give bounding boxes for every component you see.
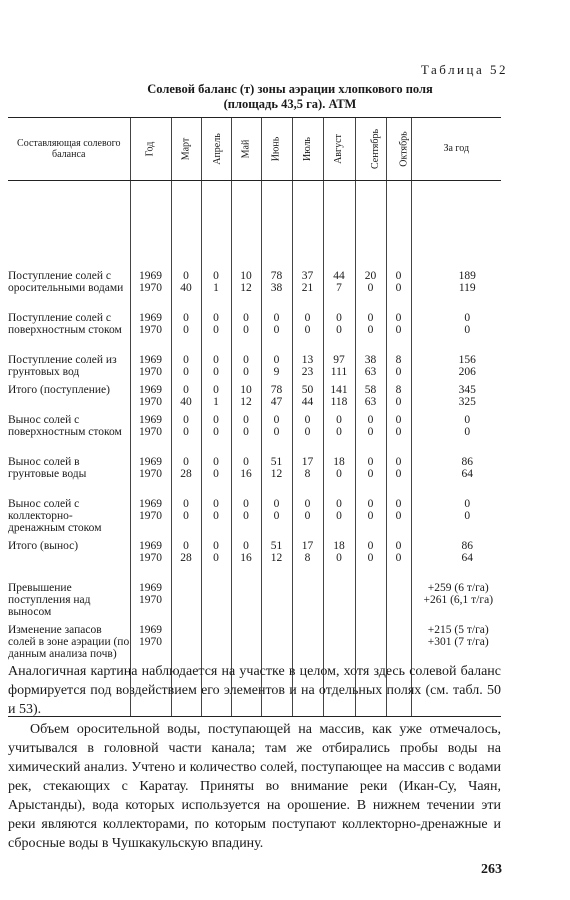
month-value: 0 <box>336 426 342 438</box>
month-value: 0 <box>273 498 280 510</box>
paragraph-1: Аналогичная картина наблюдается на участке в целом, хотя здесь солевой баланс формируется под воздействием его элементов и на отдельных полях (см. табл. 50 и 53). <box>8 664 501 717</box>
year-value: 1970 <box>139 366 162 378</box>
month-value: 0 <box>304 324 311 336</box>
component-label: Вынос солей с поверхностным стоком <box>8 414 122 438</box>
annual-total-value: +259 (6 т/га) <box>427 582 489 594</box>
caption-line-2: (площадь 43,5 га). АТМ <box>223 97 357 111</box>
month-value: 0 <box>183 312 189 324</box>
annual-total-value: 345 <box>458 384 476 396</box>
month-value: 0 <box>395 324 402 336</box>
month-cell <box>231 270 261 312</box>
table-row <box>8 498 501 540</box>
month-value: 0 <box>243 540 249 552</box>
month-cell <box>355 312 386 354</box>
month-value: 0 <box>304 510 311 522</box>
annual-total-cell <box>411 540 501 582</box>
month-value: 40 <box>180 396 192 408</box>
month-value: 0 <box>183 384 189 396</box>
annual-total-value: 0 <box>464 426 471 438</box>
month-value: 37 <box>301 270 314 282</box>
annual-total-value: 189 <box>458 270 476 282</box>
month-value: 63 <box>364 396 377 408</box>
year-value: 1970 <box>139 552 162 564</box>
header-month-october: Октябрь <box>386 118 411 181</box>
month-cell <box>292 498 323 540</box>
month-value: 0 <box>183 498 189 510</box>
month-value: 0 <box>213 354 219 366</box>
month-value: 0 <box>213 366 219 378</box>
month-cell <box>231 582 261 624</box>
month-value: 97 <box>333 354 345 366</box>
table-row <box>8 354 501 384</box>
month-cell <box>201 540 231 582</box>
month-cell <box>201 270 231 312</box>
month-value: 8 <box>304 468 311 480</box>
month-cell <box>231 498 261 540</box>
component-label: Поступление солей из грунтовых вод <box>8 354 117 378</box>
month-value: 1 <box>213 282 219 294</box>
month-value: 0 <box>395 540 402 552</box>
month-value: 0 <box>367 282 374 294</box>
month-cell <box>386 312 411 354</box>
month-cell <box>292 270 323 312</box>
month-value: 0 <box>213 270 219 282</box>
month-value: 0 <box>213 552 219 564</box>
annual-total-value: 64 <box>461 552 473 564</box>
month-value: 0 <box>367 312 374 324</box>
annual-total-value: 156 <box>458 354 476 366</box>
month-value: 0 <box>273 426 280 438</box>
header-month-september: Сентябрь <box>355 118 386 181</box>
month-value: 44 <box>301 396 314 408</box>
year-cell <box>130 270 171 312</box>
month-cell <box>201 384 231 414</box>
annual-total-cell <box>411 456 501 498</box>
component-label: Изменение запасов солей в зоне аэрации (по данным анализа почв) <box>8 624 130 717</box>
annual-total-cell <box>411 498 501 540</box>
month-cell <box>323 540 355 582</box>
header-month-april: Апрель <box>201 118 231 181</box>
year-cell <box>130 414 171 456</box>
month-value: 0 <box>367 414 374 426</box>
year-value: 1969 <box>139 624 162 636</box>
month-cell <box>386 540 411 582</box>
month-value: 0 <box>213 468 219 480</box>
month-value: 0 <box>183 324 189 336</box>
year-value: 1970 <box>139 282 162 294</box>
month-value: 0 <box>183 414 189 426</box>
month-value: 0 <box>336 414 342 426</box>
year-value: 1970 <box>139 594 162 606</box>
month-value: 0 <box>336 552 342 564</box>
month-cell <box>323 354 355 384</box>
month-value: 38 <box>270 282 283 294</box>
month-value: 0 <box>395 366 402 378</box>
month-value: 0 <box>336 324 342 336</box>
month-value: 141 <box>330 384 348 396</box>
month-cell <box>355 414 386 456</box>
year-value: 1969 <box>139 540 162 552</box>
table-row <box>8 582 501 624</box>
month-value: 0 <box>395 498 402 510</box>
year-value: 1970 <box>139 426 162 438</box>
month-cell <box>231 384 261 414</box>
month-value: 118 <box>330 396 348 408</box>
month-value: 0 <box>395 396 402 408</box>
month-value: 38 <box>364 354 377 366</box>
header-total: За год <box>411 118 501 181</box>
month-cell <box>171 270 201 312</box>
annual-total-value: 0 <box>464 498 471 510</box>
month-value: 40 <box>180 282 192 294</box>
month-cell <box>171 414 201 456</box>
month-value: 0 <box>273 510 280 522</box>
month-cell <box>171 354 201 384</box>
month-cell <box>261 456 292 498</box>
month-value: 0 <box>213 498 219 510</box>
month-cell <box>323 498 355 540</box>
month-value: 0 <box>243 414 249 426</box>
month-value: 0 <box>183 456 189 468</box>
month-value: 0 <box>243 312 249 324</box>
month-value: 0 <box>395 552 402 564</box>
annual-total-cell <box>411 414 501 456</box>
header-month-august: Август <box>323 118 355 181</box>
year-value: 1970 <box>139 468 162 480</box>
month-value: 17 <box>301 456 314 468</box>
month-value: 0 <box>273 414 280 426</box>
month-value: 0 <box>213 312 219 324</box>
month-value: 0 <box>183 510 189 522</box>
year-cell <box>130 582 171 624</box>
month-value: 0 <box>273 354 280 366</box>
annual-total-value: 206 <box>458 366 476 378</box>
year-value: 1970 <box>139 636 162 648</box>
month-cell <box>261 582 292 624</box>
month-cell <box>261 384 292 414</box>
paragraph-2: Объем оросительной воды, поступающей на массив, как уже отмечалось, учитывался в головной части канала; там же отбирались пробы воды на химический анализ. Учтено и количество солей, поступающее на массив с водами рек, стекающих с Каратау. Приняты во внимание реки (Икан-Су, Чаян, Арыстанды), вода которых используется на орошение. В нижнем течении эти реки являются коллекторами, по которым поступают коллекторно-дренажные и сбросные воды в Чушкакульскую впадину. <box>8 722 501 851</box>
year-value: 1969 <box>139 582 162 594</box>
month-value: 1 <box>213 396 219 408</box>
month-value: 111 <box>330 366 348 378</box>
month-value: 12 <box>270 468 283 480</box>
month-cell <box>292 582 323 624</box>
month-value: 0 <box>367 426 374 438</box>
month-value: 18 <box>333 456 345 468</box>
month-cell <box>355 456 386 498</box>
month-value: 0 <box>213 414 219 426</box>
month-value: 0 <box>213 384 219 396</box>
year-value: 1969 <box>139 354 162 366</box>
month-cell <box>171 498 201 540</box>
header-component: Составляющая солевого баланса <box>8 118 130 181</box>
month-value: 0 <box>395 282 402 294</box>
month-value: 0 <box>395 510 402 522</box>
month-value: 8 <box>395 384 402 396</box>
annual-total-cell <box>411 354 501 384</box>
month-value: 20 <box>364 270 377 282</box>
month-cell <box>171 582 201 624</box>
header-month-march: Март <box>171 118 201 181</box>
header-month-may: Май <box>231 118 261 181</box>
month-value: 50 <box>301 384 314 396</box>
month-cell <box>171 384 201 414</box>
month-cell <box>201 312 231 354</box>
year-cell <box>130 540 171 582</box>
month-value: 0 <box>304 426 311 438</box>
header-month-june: Июнь <box>261 118 292 181</box>
month-value: 0 <box>336 510 342 522</box>
table-caption <box>70 82 510 112</box>
year-cell <box>130 354 171 384</box>
table-number-label: Таблица 52 <box>420 62 508 77</box>
month-cell <box>292 540 323 582</box>
year-value: 1970 <box>139 324 162 336</box>
month-value: 0 <box>336 498 342 510</box>
month-cell <box>386 498 411 540</box>
annual-total-value: +261 (6,1 т/га) <box>423 594 494 606</box>
month-cell <box>201 354 231 384</box>
month-value: 0 <box>395 312 402 324</box>
month-value: 18 <box>333 540 345 552</box>
month-cell <box>323 312 355 354</box>
month-cell <box>386 414 411 456</box>
table-row <box>8 456 501 498</box>
month-value: 0 <box>243 366 249 378</box>
month-value: 0 <box>243 324 249 336</box>
month-cell <box>231 414 261 456</box>
month-value: 58 <box>364 384 377 396</box>
month-cell <box>386 582 411 624</box>
component-label: Вынос солей в грунтовые воды <box>8 456 87 480</box>
month-value: 0 <box>183 354 189 366</box>
month-cell <box>355 270 386 312</box>
month-value: 0 <box>367 468 374 480</box>
spacer-row <box>8 181 501 271</box>
month-value: 0 <box>243 456 249 468</box>
month-value: 51 <box>270 540 283 552</box>
table-row <box>8 540 501 582</box>
body-text <box>8 662 501 853</box>
annual-total-value: 325 <box>458 396 476 408</box>
month-cell <box>323 582 355 624</box>
annual-total-cell <box>411 312 501 354</box>
month-cell <box>323 456 355 498</box>
month-value: 8 <box>304 552 311 564</box>
month-cell <box>386 270 411 312</box>
header-month-july: Июль <box>292 118 323 181</box>
month-value: 9 <box>273 366 280 378</box>
year-cell <box>130 456 171 498</box>
header-year: Год <box>130 118 171 181</box>
month-value: 78 <box>270 384 283 396</box>
year-cell <box>130 384 171 414</box>
month-value: 23 <box>301 366 314 378</box>
month-value: 0 <box>183 366 189 378</box>
year-value: 1969 <box>139 270 162 282</box>
annual-total-value: 64 <box>461 468 473 480</box>
annual-total-value: 0 <box>464 324 471 336</box>
year-value: 1969 <box>139 414 162 426</box>
month-cell <box>261 270 292 312</box>
annual-total-value: 0 <box>464 414 471 426</box>
month-cell <box>261 414 292 456</box>
month-cell <box>261 312 292 354</box>
month-cell <box>323 414 355 456</box>
month-value: 47 <box>270 396 283 408</box>
month-cell <box>231 456 261 498</box>
month-cell <box>201 456 231 498</box>
month-value: 0 <box>273 312 280 324</box>
year-cell <box>130 498 171 540</box>
month-value: 0 <box>213 540 219 552</box>
month-cell <box>355 582 386 624</box>
year-value: 1970 <box>139 510 162 522</box>
month-value: 44 <box>333 270 345 282</box>
month-value: 28 <box>180 552 192 564</box>
year-value: 1970 <box>139 396 162 408</box>
year-value: 1969 <box>139 498 162 510</box>
annual-total-value: 86 <box>461 456 473 468</box>
table-row <box>8 414 501 456</box>
year-value: 1969 <box>139 312 162 324</box>
month-cell <box>355 384 386 414</box>
page-number: 263 <box>481 862 502 877</box>
month-value: 0 <box>243 498 249 510</box>
month-value: 0 <box>336 468 342 480</box>
month-cell <box>323 270 355 312</box>
month-cell <box>201 582 231 624</box>
annual-total-value: 0 <box>464 510 471 522</box>
month-cell <box>261 498 292 540</box>
table-row <box>8 384 501 414</box>
month-value: 0 <box>367 456 374 468</box>
annual-total-value: 119 <box>458 282 476 294</box>
salt-balance-table <box>8 117 501 717</box>
month-value: 78 <box>270 270 283 282</box>
month-value: 16 <box>240 552 252 564</box>
month-value: 12 <box>240 396 252 408</box>
month-cell <box>231 354 261 384</box>
month-value: 0 <box>183 426 189 438</box>
month-cell <box>355 540 386 582</box>
component-label: Превышение поступления над выносом <box>8 582 91 618</box>
month-value: 0 <box>243 426 249 438</box>
month-cell <box>292 456 323 498</box>
month-value: 0 <box>243 510 249 522</box>
component-label: Поступление солей с оросительными водами <box>8 270 124 294</box>
month-value: 0 <box>367 324 374 336</box>
month-value: 0 <box>213 324 219 336</box>
month-value: 0 <box>183 540 189 552</box>
month-value: 0 <box>367 498 374 510</box>
month-value: 0 <box>367 540 374 552</box>
annual-total-cell <box>411 270 501 312</box>
month-value: 21 <box>301 282 314 294</box>
month-cell <box>323 384 355 414</box>
month-cell <box>171 312 201 354</box>
month-cell <box>201 414 231 456</box>
month-value: 0 <box>336 312 342 324</box>
month-value: 10 <box>240 384 252 396</box>
month-cell <box>355 354 386 384</box>
month-cell <box>386 456 411 498</box>
component-label: Итого (поступление) <box>8 384 110 396</box>
month-cell <box>292 312 323 354</box>
month-value: 0 <box>273 324 280 336</box>
month-value: 12 <box>240 282 252 294</box>
annual-total-cell <box>411 582 501 624</box>
month-value: 0 <box>304 312 311 324</box>
month-cell <box>261 540 292 582</box>
month-cell <box>171 540 201 582</box>
month-cell <box>292 414 323 456</box>
month-value: 63 <box>364 366 377 378</box>
year-value: 1969 <box>139 384 162 396</box>
month-cell <box>355 498 386 540</box>
table-row <box>8 270 501 312</box>
month-value: 0 <box>304 414 311 426</box>
month-value: 0 <box>213 456 219 468</box>
month-cell <box>231 312 261 354</box>
month-cell <box>386 384 411 414</box>
month-cell <box>201 498 231 540</box>
month-value: 0 <box>395 414 402 426</box>
month-value: 0 <box>304 498 311 510</box>
year-cell <box>130 312 171 354</box>
component-label: Итого (вынос) <box>8 540 79 552</box>
month-cell <box>231 540 261 582</box>
caption-line-1: Солевой баланс (т) зоны аэрации хлопкового поля <box>147 82 433 96</box>
annual-total-cell <box>411 384 501 414</box>
month-value: 0 <box>183 270 189 282</box>
month-cell <box>292 384 323 414</box>
month-value: 7 <box>336 282 342 294</box>
month-cell <box>292 354 323 384</box>
month-value: 51 <box>270 456 283 468</box>
month-cell <box>261 354 292 384</box>
month-value: 0 <box>395 468 402 480</box>
table-row <box>8 312 501 354</box>
month-value: 17 <box>301 540 314 552</box>
month-value: 13 <box>301 354 314 366</box>
month-value: 0 <box>213 510 219 522</box>
month-value: 0 <box>367 552 374 564</box>
month-value: 0 <box>395 270 402 282</box>
year-value: 1969 <box>139 456 162 468</box>
component-label: Вынос солей с коллекторно-дренажным стоком <box>8 498 102 534</box>
month-cell <box>386 354 411 384</box>
month-value: 0 <box>213 426 219 438</box>
month-value: 10 <box>240 270 252 282</box>
header-row <box>8 118 501 181</box>
month-value: 0 <box>243 354 249 366</box>
month-value: 28 <box>180 468 192 480</box>
month-value: 0 <box>395 456 402 468</box>
annual-total-value: +301 (7 т/га) <box>427 636 489 648</box>
component-label: Поступление солей с поверхностным стоком <box>8 312 122 336</box>
annual-total-value: 86 <box>461 540 473 552</box>
month-value: 0 <box>395 426 402 438</box>
annual-total-value: 0 <box>464 312 471 324</box>
month-value: 12 <box>270 552 283 564</box>
month-value: 0 <box>367 510 374 522</box>
month-value: 8 <box>395 354 402 366</box>
month-value: 16 <box>240 468 252 480</box>
month-cell <box>171 456 201 498</box>
annual-total-value: +215 (5 т/га) <box>427 624 489 636</box>
